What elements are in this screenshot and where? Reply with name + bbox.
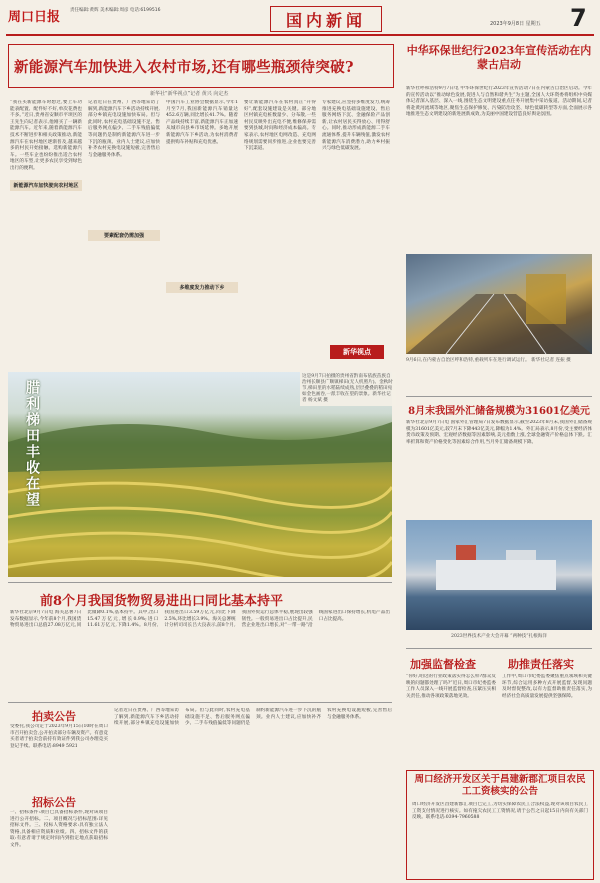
rail-photo-caption: 9月6日,在内蒙古自治区呼和浩特,重载列车在进行调试运行。 新华社记者 连振 摄 (406, 358, 571, 363)
xinhua-shidian-tag: 新华视点 (330, 345, 384, 359)
ship-photo (406, 520, 592, 630)
masthead-rule (6, 34, 594, 36)
ship-photo-caption: 2023世界技术产业大会开幕 “两种技”扎根海洋 (451, 634, 547, 639)
section-title: 国内新闻 (270, 6, 382, 32)
lead-subhead-2: 要素配套仍需加强 (88, 230, 160, 241)
newspaper-brand: 周口日报 (8, 10, 61, 25)
oversight-headline-2: 助推责任落实 (508, 658, 574, 671)
rail-photo-art (406, 254, 592, 354)
auction-notice-body: 受委托,我公司定于2023年9月15日10时在周口市召开拍卖会,公开拍卖部分车辆及资产。有意竞买者请于拍卖会前持有效证件到我公司办理竞买登记手续。联系电话:8949 5921 (10, 724, 108, 749)
auction-notice-title: 拍卖公告 (32, 710, 76, 723)
right-top-body: 新华社呼和浩特9月7日电 中华环保世纪行2023年宣传活动7日在内蒙古自治区启动。今年的宣传活动以“推动绿色发展,促进人与自然和谐共生”为主题,全国人大环资委将组织中央媒体记者深入基层、深入一线,围绕生态文明建设重点任务开展集中采访报道。活动期间,记者将赴黄河流域等地区,聚焦生态保护修复、污染防治攻坚、绿色低碳转型等方面,全面展示各地推进生态文明建设的新进展新成效,为美丽中国建设营造良好舆论氛围。 (406, 86, 592, 118)
lead-subhead-1: 新能源汽车加快驶向农村地区 (10, 180, 82, 191)
lead-column-3: 中国汽车工业协会数据显示,今年1月至7月,我国新能源汽车销量达452.6万辆,同比增长41.7%。随着产品线持续丰富,新能源汽车正加速从城市向县乡市场延伸。多地开展新能源汽车下乡活动,为农村消费者提供购车补贴和充电优惠。 (166, 100, 238, 145)
lead-column-4: 要让新能源汽车在农村真正“开得好”,配套设施建设是关键。部分地区村镇充电桩数量少、分布散,一些村民反映外出充电不便,维修保养需要到县城,时间和经济成本偏高。专家表示,农村地区电网改造、充电网络规划需要同步推进,企业也要完善下沉渠道。 (244, 100, 316, 152)
lead-headline: 新能源汽车加快进入农村市场,还有哪些瓶颈待突破? (14, 59, 354, 76)
page-number: 7 (570, 4, 587, 32)
lead-subhead-3: 多维度发力推动下乡 (166, 282, 238, 293)
trade-headline: 前8个月我国货物贸易进出口同比基本持平 (40, 594, 284, 609)
oversight-body-2: 工作中,周口市纪委监委聚焦重点领域和关键环节,综合运用多种方式开展监督,发现问题及时督促整改,以有力监督助推责任落实,为经济社会高质量发展提供坚强保障。 (502, 674, 592, 699)
lead-byline: 新华社“新华视点”记者 黄兴 向定杰 (150, 91, 229, 97)
wage-notice-title: 周口经济开发区关于昌建新郡汇项目农民工工资核实的公告 (414, 774, 586, 797)
fields-photo-caption: 这是9月7日拍摄的贵州省黔南布依族苗族自治州长顺县广顺镇梯田(无人机照片)。金秋时节,梯田里的水稻陆续成熟,层层叠叠的稻田宛如金色画卷,一派丰收在望的景象。新华社记者 杨文斌 摄 (300, 372, 396, 406)
wage-notice-body: 周口经济开发区昌建新郡汇项目已完工,为切实保障农民工合法权益,现对该项目农民工工资支付情况进行核实。如有拖欠农民工工资情况,请于公告之日起15日内向有关部门反映。联系电话:0394-7960588 (412, 802, 588, 821)
notices-rule (8, 702, 392, 703)
oversight-rule (406, 648, 592, 649)
tender-notice-title: 招标公告 (32, 796, 76, 809)
tender-notice-body: 一、招标条件:项目已具备招标条件,现对该项目进行公开招标。二、项目概况与招标范围:详见招标文件。三、投标人资格要求:具有独立法人资格,具备相应资质和业绩。四、招标文件的获取:有意者请于规定时间内到指定地点获取招标文件。 (10, 810, 108, 848)
right-top-headline: 中华环保世纪行2023年宣传活动在内蒙古启动 (406, 44, 592, 71)
lead-column-5: 专家建议,应坚持多维度发力,统筹推进充换电基础设施建设、售后服务网络下沉、金融保险产品创新,让农村居民买得放心、用得舒心。同时,推动形成新能源二手车流通体系,提升车辆残值,激发农村新能源汽车消费潜力,助力乡村振兴与绿色低碳发展。 (322, 100, 390, 152)
forex-rule (406, 396, 592, 397)
masthead-info: 责任编辑:黄辉 美术编辑:周彦 电话:6199516 (70, 8, 161, 13)
issue-date: 2023年9月8日 星期五 (490, 21, 541, 27)
trade-rule (8, 582, 392, 583)
rail-photo (406, 254, 592, 354)
fields-vertical-title: 腊利梯田丰收在望 (24, 380, 40, 508)
forex-headline: 8月末我国外汇储备规模为31601亿美元 (408, 406, 590, 417)
forex-body: 新华社北京9月7日电 国家外汇管理局7日发布数据显示,截至2023年8月末,我国外汇储备规模为31601亿美元,较7月末下降443亿美元,降幅为1.4%。外汇局表示,8月份,受主要经济体货币政策及预期、宏观经济数据等因素影响,美元指数上涨,全球金融资产价格总体下跌。汇率折算和资产价格变化等因素综合作用,当月外汇储备规模下降。 (406, 420, 592, 445)
lead-column-2: 记者近日在贵州、广西等地采访了解到,新能源汽车下乡活动持续开展,部分乡镇充电设施加快布局。但与此同时,农村充电基础设施不足、售后服务网点偏少、二手车残值偏低等问题仍是制约新能源汽车进一步下沉的瓶颈。业内人士建议,应加快补齐农村充换电设施短板,完善售后与金融服务体系。 (88, 100, 160, 158)
oversight-body-1: “你好,咱这的行业政策落实得怎么样?群众反映的问题都处理了吗?”近日,周口市纪委监委工作人员深入一线开展监督检查,压紧压实相关责任,推动各项政策落地见效。 (406, 674, 496, 699)
lead-column-1: “我在买新能源车时想过,要上车功能表配置、配件好不好,单次花费也不多。”近日,贵州省安顺市平坝区的王先生向记者表示,他刚买了一辆新能源汽车。近年来,随着新能源汽车技术不断进步和相关政策推动,新能源汽车在农村地区逐渐普及,越来越多的村民开始接触、选购新能源汽车。一些车企也纷纷推出适合农村地区的车型,让更多农民享受到绿色出行的便利。 (10, 100, 82, 171)
ship-photo-art (406, 520, 592, 630)
trade-body: 新华社北京9月7日电 海关总署7日发布数据显示,今年前8个月,我国货物贸易进出口总值27.08万亿元,同比微降0.1%,基本持平。其中,出口15.47万亿元,增长0.9%;进口11.61万亿元,下降1.4%。8月份,我国进出口3.59万亿元,同比下降2.5%,环比增长3.9%。海关总署统计分析司司长吕大良表示,前8个月,我国外贸运行总体平稳,展现出较强韧性。一般贸易进出口占比提升,民营企业进出口增长,对“一带一路”沿线国家进出口保持增长,机电产品出口占比提高。 (10, 610, 390, 629)
notices-continued: 记者近日在贵州、广西等地采访了解到,新能源汽车下乡活动持续开展,部分乡镇充电设施加快布局。但与此同时,农村充电基础设施不足、售后服务网点偏少、二手车残值偏低等问题仍是制约新能源汽车进一步下沉的瓶颈。业内人士建议,应加快补齐农村充换电设施短板,完善售后与金融服务体系。 (114, 708, 392, 727)
oversight-headline-1: 加强监督检查 (410, 658, 476, 671)
